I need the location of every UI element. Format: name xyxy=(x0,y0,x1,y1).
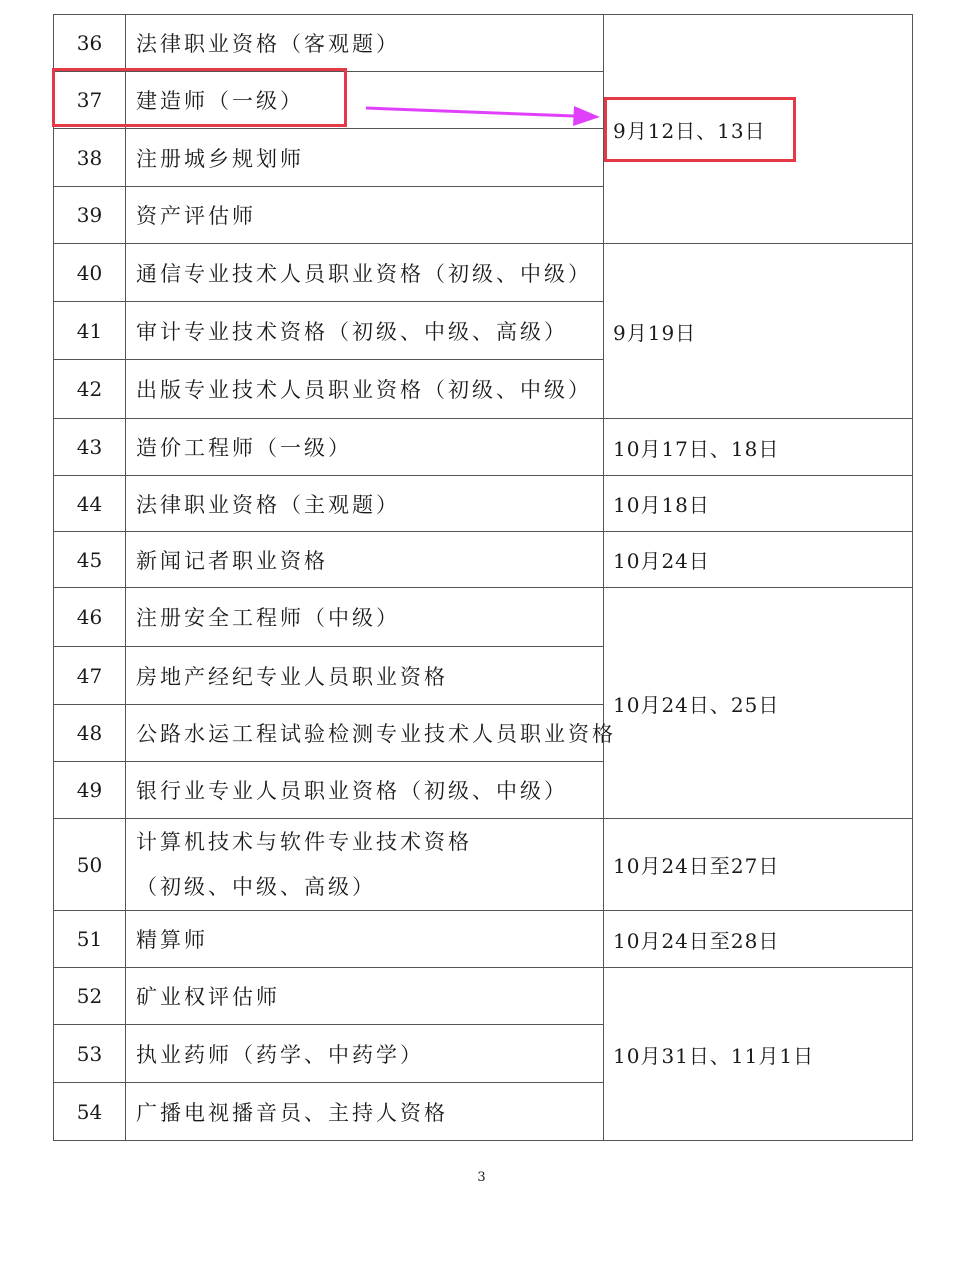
exam-name: 精算师 xyxy=(126,911,604,968)
exam-name: 广播电视播音员、主持人资格 xyxy=(126,1083,604,1141)
row-number: 43 xyxy=(54,419,126,476)
row-number: 53 xyxy=(54,1025,126,1083)
exam-date: 10月24日、25日 xyxy=(604,588,913,819)
exam-name: 造价工程师（一级） xyxy=(126,419,604,476)
exam-name: 法律职业资格（客观题） xyxy=(126,15,604,72)
row-number: 48 xyxy=(54,705,126,762)
row-number: 47 xyxy=(54,647,126,705)
exam-name: 审计专业技术资格（初级、中级、高级） xyxy=(126,302,604,360)
row-number: 40 xyxy=(54,244,126,302)
exam-name: 执业药师（药学、中药学） xyxy=(126,1025,604,1083)
exam-date: 10月17日、18日 xyxy=(604,419,913,476)
exam-name: 出版专业技术人员职业资格（初级、中级） xyxy=(126,360,604,419)
row-number: 44 xyxy=(54,476,126,532)
exam-name: 资产评估师 xyxy=(126,187,604,244)
exam-name-line: （初级、中级、高级） xyxy=(136,874,376,899)
exam-date: 10月18日 xyxy=(604,476,913,532)
exam-date: 10月31日、11月1日 xyxy=(604,968,913,1141)
row-number: 51 xyxy=(54,911,126,968)
exam-name: 注册城乡规划师 xyxy=(126,129,604,187)
exam-name: 建造师（一级） xyxy=(126,72,604,129)
row-number: 54 xyxy=(54,1083,126,1141)
exam-date: 9月12日、13日 xyxy=(604,15,913,244)
arrow-shaft xyxy=(366,108,574,116)
exam-name: 通信专业技术人员职业资格（初级、中级） xyxy=(126,244,604,302)
exam-name: 房地产经纪专业人员职业资格 xyxy=(126,647,604,705)
row-number: 41 xyxy=(54,302,126,360)
row-number: 36 xyxy=(54,15,126,72)
row-number: 46 xyxy=(54,588,126,647)
exam-name-line: 计算机技术与软件专业技术资格 xyxy=(136,829,472,854)
row-number: 49 xyxy=(54,762,126,819)
exam-date: 10月24日 xyxy=(604,532,913,588)
row-number: 50 xyxy=(54,819,126,911)
exam-name: 公路水运工程试验检测专业技术人员职业资格 xyxy=(126,705,604,762)
row-number: 38 xyxy=(54,129,126,187)
row-number: 45 xyxy=(54,532,126,588)
page-number: 3 xyxy=(477,1170,486,1185)
exam-name: 法律职业资格（主观题） xyxy=(126,476,604,532)
row-number: 42 xyxy=(54,360,126,419)
arrow-head xyxy=(573,106,600,126)
row-number: 37 xyxy=(54,72,126,129)
exam-date: 10月24日至27日 xyxy=(604,819,913,911)
exam-name: 新闻记者职业资格 xyxy=(126,532,604,588)
exam-name: 矿业权评估师 xyxy=(126,968,604,1025)
exam-name: 银行业专业人员职业资格（初级、中级） xyxy=(126,762,604,819)
row-number: 39 xyxy=(54,187,126,244)
exam-date: 10月24日至28日 xyxy=(604,911,913,968)
exam-date: 9月19日 xyxy=(604,244,913,419)
exam-name: 注册安全工程师（中级） xyxy=(126,588,604,647)
row-number: 52 xyxy=(54,968,126,1025)
